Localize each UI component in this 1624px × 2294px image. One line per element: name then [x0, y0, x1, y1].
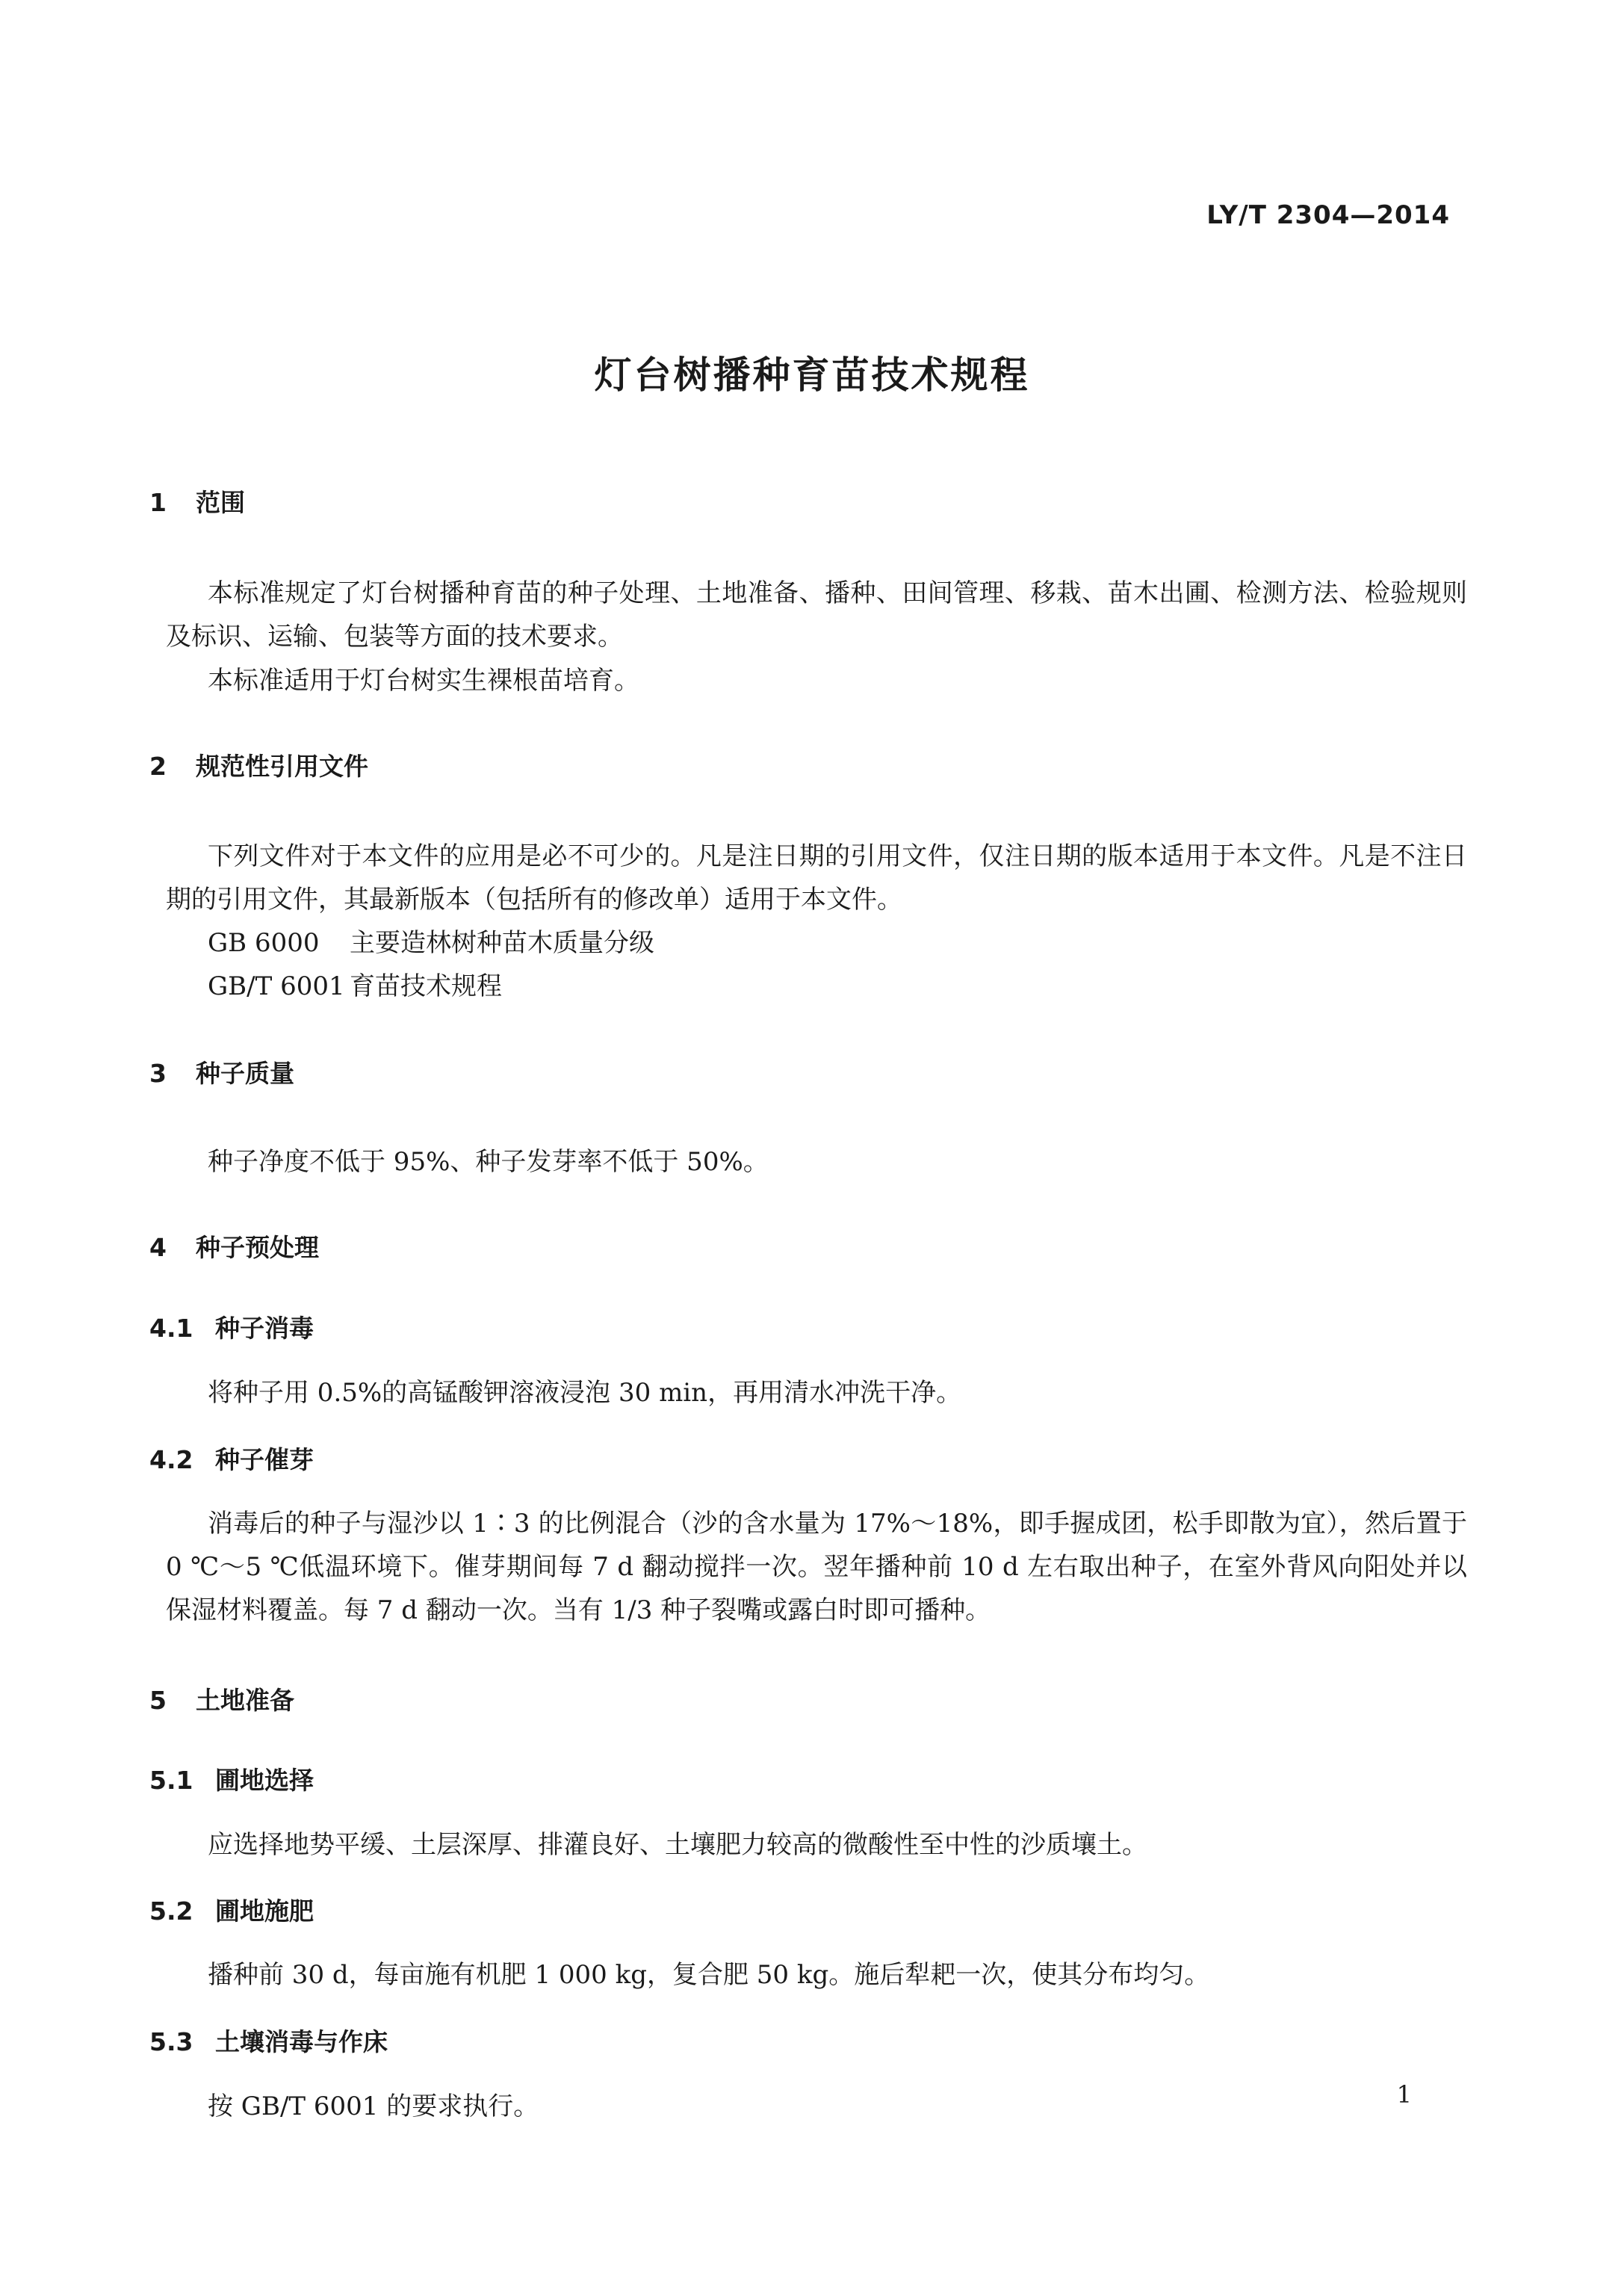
subsection-heading [149, 1896, 314, 1927]
subsection-heading [149, 1444, 314, 1476]
paragraph: 本标准适用于灯台树实生裸根苗培育。 [208, 666, 639, 696]
subsection-title: 种子消毒 [215, 1314, 314, 1343]
document-code: LY/T 2304—2014 [1206, 200, 1450, 230]
section-title: 种子质量 [196, 1059, 294, 1088]
subsection-heading [149, 1313, 314, 1344]
subsection-number: 5.2 [149, 1896, 193, 1926]
section-title: 种子预处理 [196, 1233, 319, 1262]
section-heading [149, 1685, 294, 1716]
reference-code: GB/T 6001 [208, 971, 345, 1001]
subsection-number: 5.3 [149, 2027, 193, 2056]
subsection-number: 4.1 [149, 1314, 193, 1343]
section-heading [149, 1058, 294, 1089]
section-number: 5 [149, 1686, 167, 1715]
section-title: 范围 [196, 488, 245, 517]
subsection-number: 4.2 [149, 1445, 193, 1474]
section-title: 规范性引用文件 [196, 752, 368, 781]
reference-item [208, 921, 654, 965]
section-heading [149, 487, 245, 519]
paragraph: 播种前 30 d，每亩施有机肥 1 000 kg，复合肥 50 kg。施后犁耙一次，使其分布均匀。 [208, 1960, 1210, 1990]
subsection-title: 土壤消毒与作床 [215, 2027, 388, 2056]
section-heading [149, 1232, 319, 1264]
paragraph: 应选择地势平缓、土层深厚、排灌良好、土壤肥力较高的微酸性至中性的沙质壤土。 [208, 1830, 1147, 1860]
subsection-number: 5.1 [149, 1766, 193, 1795]
paragraph: 消毒后的种子与湿沙以 1∶3 的比例混合（沙的含水量为 17%～18%，即手握成团，松手即散为宜），然后置于 0 ℃～5 ℃低温环境下。催芽期间每 7 d 翻动搅拌一次。翌年播种前 10 d 左右取出种子，在室外背风向阳处并以保湿材料覆盖。每 7 d 翻动一次。当有 1/3 种子裂嘴或露白时即可播种。 [166, 1509, 1467, 1625]
document-title: 灯台树播种育苗技术规程 [594, 353, 1030, 397]
paragraph: 按 GB/T 6001 的要求执行。 [208, 2092, 539, 2121]
paragraph: 将种子用 0.5%的高锰酸钾溶液浸泡 30 min，再用清水冲洗干净。 [208, 1378, 962, 1408]
subsection-heading [149, 2026, 388, 2058]
reference-name: 育苗技术规程 [350, 971, 502, 1001]
page-number: 1 [1396, 2080, 1412, 2109]
subsection-title: 圃地选择 [215, 1766, 314, 1795]
paragraph: 种子净度不低于 95%、种子发芽率不低于 50%。 [208, 1147, 769, 1177]
paragraph: 下列文件对于本文件的应用是必不可少的。凡是注日期的引用文件，仅注日期的版本适用于本文件。凡是不注日期的引用文件，其最新版本（包括所有的修改单）适用于本文件。 [166, 841, 1467, 915]
section-number: 2 [149, 752, 167, 781]
reference-item [208, 965, 502, 1008]
subsection-title: 圃地施肥 [215, 1896, 314, 1926]
section-number: 1 [149, 488, 167, 517]
section-number: 3 [149, 1059, 167, 1088]
section-title: 土地准备 [196, 1686, 294, 1715]
section-heading [149, 751, 368, 782]
paragraph: 本标准规定了灯台树播种育苗的种子处理、土地准备、播种、田间管理、移栽、苗木出圃、检测方法、检验规则及标识、运输、包装等方面的技术要求。 [166, 578, 1467, 652]
reference-code: GB 6000 [208, 928, 320, 958]
section-number: 4 [149, 1233, 167, 1262]
subsection-heading [149, 1765, 314, 1796]
reference-name: 主要造林树种苗木质量分级 [350, 928, 654, 958]
subsection-title: 种子催芽 [215, 1445, 314, 1474]
